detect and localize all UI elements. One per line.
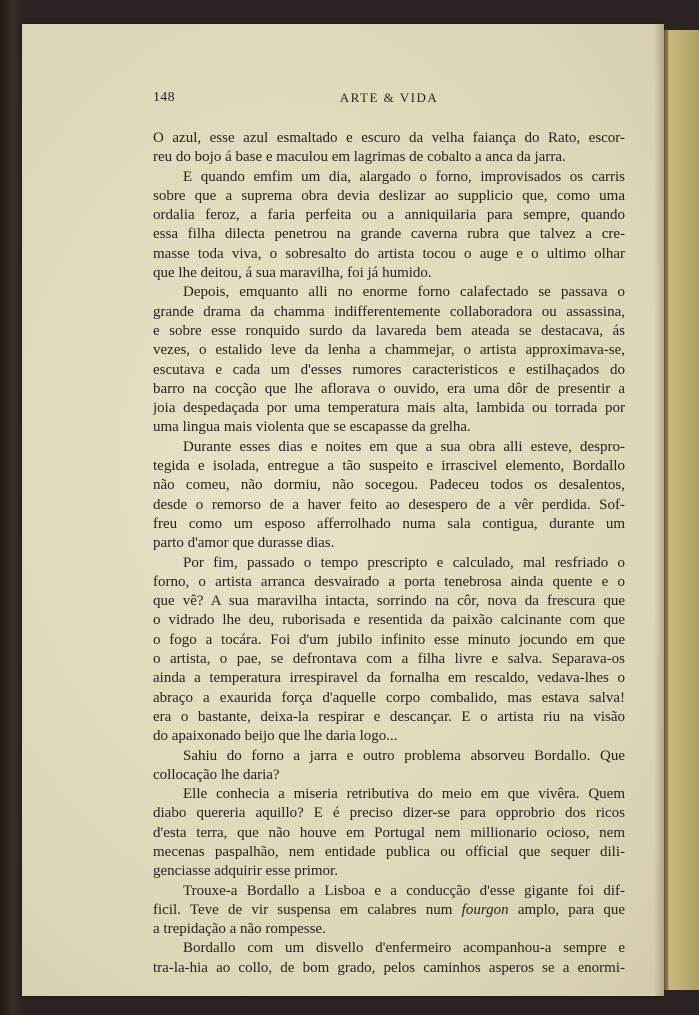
text-line: Trouxe-a Bordallo a Lisboa e a conducção d'esse gigante foi dif-: [183, 882, 625, 899]
text-line: do apaixonado beijo que lhe daria logo...: [153, 728, 398, 745]
text-line: o fogo a tocára. Foi d'um jubilo infinito esse minuto jocundo em que: [153, 631, 625, 648]
text-line: a trepidação a não rompesse.: [153, 921, 326, 938]
text-line: essa filha dilecta penetrou na grande caverna rubra que talvez a cre-: [153, 226, 625, 243]
text-line: Depois, emquanto alli no enorme forno calafectado se passava o: [183, 284, 625, 301]
page-header: [153, 90, 625, 110]
page-number: 148: [153, 90, 175, 105]
text-line: abraço a exaurida força d'aquelle corpo combalido, mas estava salva!: [153, 689, 625, 706]
text-line: escutava e cada um d'esses rumores caracteristicos e estilhaçados do: [153, 361, 625, 378]
text-line: e sobre esse ronquido surdo da lavareda bem ateada se destacava, ás: [153, 322, 625, 339]
text-line: sobre que a suprema obra devia deslizar ao supplicio que, como uma: [153, 187, 625, 204]
text-line: O azul, esse azul esmaltado e escuro da velha faiança do Rato, escor-: [153, 130, 625, 146]
text-line: vezes, o estalido leve da lenha a chammejar, o artista approximava-se,: [153, 342, 625, 359]
text-line: o artista, o pae, se defrontava com a filha livre e salva. Separava-os: [153, 651, 625, 668]
text-line: que lhe deitou, á sua maravilha, foi já humido.: [153, 265, 432, 282]
text-line: Bordallo com um disvello d'enfermeiro acompanhou-a sempre e: [183, 940, 625, 957]
text-line: grande drama da chamma indifferentemente collaboradora ou assassina,: [153, 303, 625, 320]
text-line: joia despedaçada por uma temperatura mais alta, lambida ou torrada por: [153, 400, 625, 417]
binding-shadow: [654, 24, 668, 996]
text-line: masse toda viva, o sobresalto do artista tocou o auge e o ultimo olhar: [153, 245, 625, 262]
text-line: reu do bojo á base e maculou em lagrimas de cobalto a anca da jarra.: [153, 149, 566, 166]
text-line: ordalia feroz, a faria perfeita ou a anniquilaria para sempre, quando: [153, 207, 625, 224]
body-text: [153, 129, 625, 978]
text-line: collocação lhe daria?: [153, 766, 280, 783]
text-line: não comeu, não dormiu, não socegou. Padeceu todos os desalentos,: [153, 477, 625, 494]
text-line: Durante esses dias e noites em que a sua obra alli esteve, despro-: [183, 438, 625, 455]
running-title: ARTE & VIDA: [339, 90, 439, 105]
italic-word: fourgon: [461, 901, 509, 918]
text-line: parto d'amor que durasse dias.: [153, 535, 335, 552]
text-line: uma lingua mais violenta que se escapasse da grelha.: [153, 419, 471, 436]
text-line: o vidrado lhe deu, ruborisada e resentida da paixão calcinante com que: [153, 612, 625, 629]
text-line: ainda a temperatura irrespiravel da fornalha em rescaldo, vedava-lhes o: [153, 670, 625, 687]
text-line: mecenas paspalhão, nem entidade publica ou official que sequer dili-: [153, 843, 625, 860]
text-line: diabo quereria aquillo? E é preciso dizer-se para opprobrio dos ricos: [153, 805, 625, 822]
text-fragment: amplo, para que: [508, 901, 625, 918]
text-line: era o bastante, deixa-la respirar e descançar. E o artista riu na visão: [153, 708, 625, 725]
text-line: tra-la-hia ao collo, de bom grado, pelos caminhos asperos se a enormi-: [153, 959, 625, 976]
text-line: freu como um esposo afferrolhado numa sala contigua, durante um: [153, 515, 625, 532]
text-line: Sahiu do forno a jarra e outro problema absorveu Bordallo. Que: [183, 747, 625, 764]
text-line: tegida e isolada, entregue a tão suspeito e irrascivel elemento, Bordallo: [153, 458, 625, 475]
text-line: forno, o artista arranca desvairado a porta tenebrosa ainda quente e o: [153, 573, 625, 590]
text-line: desde o remorso de a haver feito ao desespero de a vêr perdida. Sof-: [153, 496, 625, 513]
text-line: genciasse adquirir esse primor.: [153, 863, 338, 880]
text-line: Elle conhecia a miseria retributiva do meio em que vivêra. Quem: [183, 786, 625, 803]
text-line: que vê? A sua maravilha intacta, sorrindo na côr, nova da frescura que: [153, 593, 625, 610]
text-line: Por fim, passado o tempo prescripto e calculado, mal resfriado o: [183, 554, 625, 571]
text-line: d'esta terra, que não houve em Portugal nem millionario ocioso, nem: [153, 824, 625, 841]
text-line: barro na cocção que lhe aflorava o ouvido, era uma dôr de presentir a: [153, 380, 625, 397]
text-fragment: ficil. Teve de vir suspensa em calabres num: [153, 901, 462, 918]
text-line: [153, 901, 625, 920]
text-line: E quando emfim um dia, alargado o forno, improvisados os carris: [183, 168, 625, 185]
facing-page-edge: [664, 30, 699, 990]
